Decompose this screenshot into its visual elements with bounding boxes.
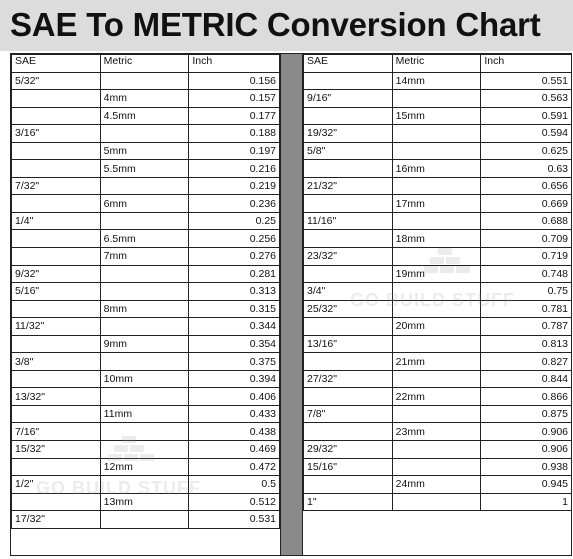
inch-cell: 0.866 [481,388,572,406]
metric-cell [100,511,189,529]
sae-cell [304,230,393,248]
metric-cell: 17mm [392,195,481,213]
metric-cell: 24mm [392,476,481,494]
inch-cell: 0.688 [481,212,572,230]
sae-cell: 1/4" [12,212,101,230]
metric-cell: 12mm [100,458,189,476]
inch-cell: 0.813 [481,335,572,353]
table-row [304,107,572,125]
metric-cell [392,125,481,143]
table-row [12,441,280,459]
sae-cell [304,107,393,125]
sae-cell: 13/16" [304,335,393,353]
metric-cell [100,177,189,195]
inch-cell: 1 [481,493,572,511]
inch-cell: 0.512 [189,493,280,511]
inch-cell: 0.938 [481,458,572,476]
sae-cell [12,493,101,511]
table-row [304,300,572,318]
sae-cell: 15/16" [304,458,393,476]
sae-cell [304,423,393,441]
right-conversion-table [303,54,572,511]
inch-cell: 0.216 [189,160,280,178]
table-row [12,265,280,283]
sae-cell: 1" [304,493,393,511]
conversion-tables [10,53,572,556]
inch-cell: 0.281 [189,265,280,283]
inch-cell: 0.594 [481,125,572,143]
inch-cell: 0.709 [481,230,572,248]
sae-cell: 13/32" [12,388,101,406]
metric-cell: 4.5mm [100,107,189,125]
metric-cell: 14mm [392,72,481,90]
inch-cell: 0.531 [189,511,280,529]
inch-cell: 0.719 [481,248,572,266]
inch-cell: 0.177 [189,107,280,125]
inch-cell: 0.394 [189,370,280,388]
sae-cell: 27/32" [304,370,393,388]
sae-cell [304,476,393,494]
sae-cell [304,72,393,90]
table-row [12,405,280,423]
header-sae: SAE [12,55,101,73]
sae-cell: 7/16" [12,423,101,441]
table-row [304,353,572,371]
inch-cell: 0.354 [189,335,280,353]
inch-cell: 0.906 [481,441,572,459]
header-sae: SAE [304,55,393,73]
metric-cell: 9mm [100,335,189,353]
sae-cell: 9/32" [12,265,101,283]
table-row [12,195,280,213]
inch-cell: 0.748 [481,265,572,283]
title-bar [0,0,573,51]
inch-cell: 0.787 [481,318,572,336]
metric-cell: 5mm [100,142,189,160]
inch-cell: 0.406 [189,388,280,406]
table-row [304,458,572,476]
inch-cell: 0.375 [189,353,280,371]
sae-cell [304,265,393,283]
inch-cell: 0.157 [189,90,280,108]
metric-cell [100,476,189,494]
metric-cell [100,283,189,301]
sae-cell [12,248,101,266]
header-metric: Metric [100,55,189,73]
table-row [12,458,280,476]
table-row [304,248,572,266]
metric-cell [392,177,481,195]
metric-cell: 21mm [392,353,481,371]
table-row [12,423,280,441]
sae-cell: 5/8" [304,142,393,160]
sae-cell [12,335,101,353]
table-row [12,230,280,248]
metric-cell: 18mm [392,230,481,248]
sae-cell: 21/32" [304,177,393,195]
header-metric: Metric [392,55,481,73]
table-row [304,90,572,108]
table-row [304,441,572,459]
table-row [12,125,280,143]
inch-cell: 0.315 [189,300,280,318]
table-row [12,212,280,230]
sae-cell: 3/16" [12,125,101,143]
table-row [12,90,280,108]
inch-cell: 0.75 [481,283,572,301]
table-row [304,476,572,494]
inch-cell: 0.313 [189,283,280,301]
metric-cell [392,370,481,388]
metric-cell: 6mm [100,195,189,213]
table-row [12,370,280,388]
inch-cell: 0.906 [481,423,572,441]
sae-cell: 1/2" [12,476,101,494]
metric-cell: 8mm [100,300,189,318]
metric-cell [392,458,481,476]
metric-cell: 11mm [100,405,189,423]
metric-cell [100,388,189,406]
inch-cell: 0.63 [481,160,572,178]
inch-cell: 0.551 [481,72,572,90]
table-row [304,335,572,353]
metric-cell: 7mm [100,248,189,266]
table-row [304,125,572,143]
table-row [12,353,280,371]
table-row [304,142,572,160]
metric-cell: 15mm [392,107,481,125]
metric-cell: 10mm [100,370,189,388]
inch-cell: 0.472 [189,458,280,476]
sae-cell [12,195,101,213]
metric-cell [392,405,481,423]
sae-cell [12,458,101,476]
inch-cell: 0.945 [481,476,572,494]
metric-cell [100,265,189,283]
sae-cell: 5/32" [12,72,101,90]
metric-cell [392,300,481,318]
metric-cell: 16mm [392,160,481,178]
sae-cell: 17/32" [12,511,101,529]
sae-cell: 25/32" [304,300,393,318]
inch-cell: 0.875 [481,405,572,423]
header-row [304,55,572,73]
metric-cell [392,90,481,108]
sae-cell [12,107,101,125]
sae-cell [304,388,393,406]
inch-cell: 0.669 [481,195,572,213]
table-row [12,318,280,336]
metric-cell: 22mm [392,388,481,406]
watermark-text: GO BUILD STUFF [36,478,201,498]
table-row [304,265,572,283]
sae-cell [12,405,101,423]
sae-cell: 23/32" [304,248,393,266]
metric-cell: 20mm [392,318,481,336]
metric-cell: 6.5mm [100,230,189,248]
sae-cell [12,90,101,108]
table-row [304,388,572,406]
table-row [304,318,572,336]
table-row [12,160,280,178]
left-table-body [12,72,280,528]
metric-cell [100,125,189,143]
sae-cell [304,353,393,371]
table-row [304,212,572,230]
inch-cell: 0.656 [481,177,572,195]
header-inch: Inch [189,55,280,73]
table-row [304,423,572,441]
metric-cell [392,248,481,266]
table-row [12,300,280,318]
table-row [12,388,280,406]
sae-cell: 19/32" [304,125,393,143]
inch-cell: 0.563 [481,90,572,108]
table-row [304,370,572,388]
metric-cell [392,212,481,230]
right-table-body [304,72,572,511]
sae-cell: 9/16" [304,90,393,108]
table-row [304,72,572,90]
table-row [12,335,280,353]
watermark-text: GO BUILD STUFF [350,290,515,310]
sae-cell [12,370,101,388]
sae-cell [304,160,393,178]
inch-cell: 0.469 [189,441,280,459]
sae-cell [304,318,393,336]
sae-cell [12,160,101,178]
table-row [304,177,572,195]
column-divider [280,54,303,555]
table-row [12,476,280,494]
inch-cell: 0.219 [189,177,280,195]
metric-cell [392,142,481,160]
table-row [12,72,280,90]
sae-cell [12,230,101,248]
table-row [12,493,280,511]
sae-cell: 11/32" [12,318,101,336]
sae-cell: 11/16" [304,212,393,230]
sae-cell: 5/16" [12,283,101,301]
sae-cell: 3/4" [304,283,393,301]
metric-cell: 19mm [392,265,481,283]
header-inch: Inch [481,55,572,73]
metric-cell: 4mm [100,90,189,108]
sae-cell [304,195,393,213]
metric-cell [392,335,481,353]
metric-cell [100,212,189,230]
inch-cell: 0.256 [189,230,280,248]
table-row [304,230,572,248]
inch-cell: 0.781 [481,300,572,318]
inch-cell: 0.827 [481,353,572,371]
metric-cell [100,423,189,441]
inch-cell: 0.344 [189,318,280,336]
sae-cell: 15/32" [12,441,101,459]
metric-cell [392,441,481,459]
table-row [304,405,572,423]
sae-cell: 3/8" [12,353,101,371]
table-row [304,283,572,301]
table-row [304,493,572,511]
inch-cell: 0.625 [481,142,572,160]
inch-cell: 0.276 [189,248,280,266]
inch-cell: 0.156 [189,72,280,90]
table-row [304,195,572,213]
inch-cell: 0.5 [189,476,280,494]
sae-cell: 29/32" [304,441,393,459]
inch-cell: 0.236 [189,195,280,213]
table-row [12,142,280,160]
metric-cell [392,493,481,511]
metric-cell [100,72,189,90]
metric-cell: 5.5mm [100,160,189,178]
metric-cell: 13mm [100,493,189,511]
metric-cell [392,283,481,301]
left-conversion-table [11,54,280,529]
sae-cell: 7/32" [12,177,101,195]
sae-cell [12,142,101,160]
inch-cell: 0.844 [481,370,572,388]
page-title: SAE To METRIC Conversion Chart [10,6,541,43]
header-row [12,55,280,73]
table-row [12,248,280,266]
inch-cell: 0.438 [189,423,280,441]
sae-cell [12,300,101,318]
metric-cell: 23mm [392,423,481,441]
inch-cell: 0.591 [481,107,572,125]
metric-cell [100,353,189,371]
metric-cell [100,318,189,336]
sae-cell: 7/8" [304,405,393,423]
table-row [304,160,572,178]
inch-cell: 0.188 [189,125,280,143]
table-row [12,283,280,301]
table-row [12,107,280,125]
table-row [12,511,280,529]
inch-cell: 0.433 [189,405,280,423]
table-row [12,177,280,195]
inch-cell: 0.197 [189,142,280,160]
inch-cell: 0.25 [189,212,280,230]
metric-cell [100,441,189,459]
